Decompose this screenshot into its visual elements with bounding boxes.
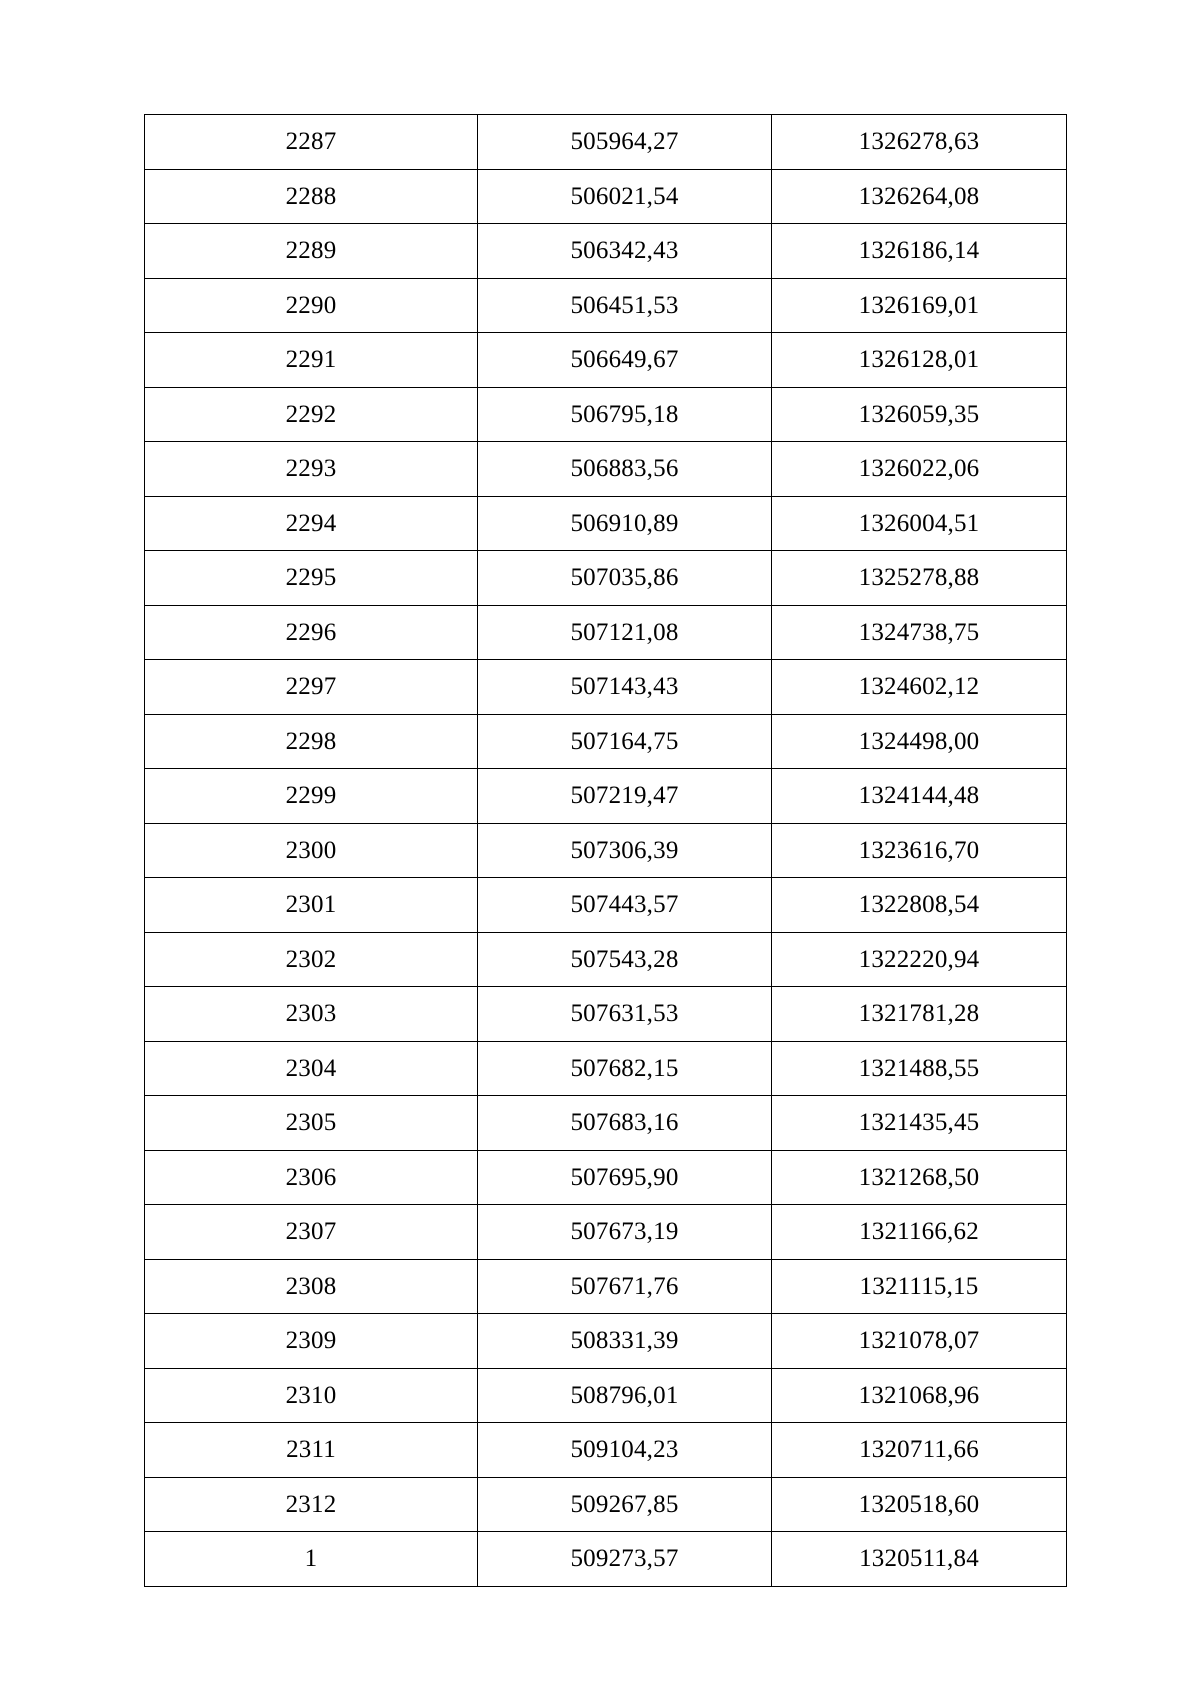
table-row — [145, 932, 1067, 987]
point-number-cell: 2299 — [145, 769, 478, 824]
table-row — [145, 823, 1067, 878]
y-coordinate-cell: 1321166,62 — [772, 1205, 1067, 1260]
x-coordinate-cell: 507219,47 — [478, 769, 772, 824]
x-coordinate-cell: 507671,76 — [478, 1259, 772, 1314]
y-coordinate-cell: 1326059,35 — [772, 387, 1067, 442]
x-coordinate-cell: 506883,56 — [478, 442, 772, 497]
y-coordinate-cell: 1324144,48 — [772, 769, 1067, 824]
table-row — [145, 115, 1067, 170]
x-coordinate-cell: 507306,39 — [478, 823, 772, 878]
table-row — [145, 769, 1067, 824]
y-coordinate-cell: 1326022,06 — [772, 442, 1067, 497]
point-number-cell: 2308 — [145, 1259, 478, 1314]
point-number-cell: 2292 — [145, 387, 478, 442]
x-coordinate-cell: 509267,85 — [478, 1477, 772, 1532]
point-number-cell: 2298 — [145, 714, 478, 769]
x-coordinate-cell: 508331,39 — [478, 1314, 772, 1369]
table-row — [145, 387, 1067, 442]
point-number-cell: 2309 — [145, 1314, 478, 1369]
table-row — [145, 169, 1067, 224]
x-coordinate-cell: 507035,86 — [478, 551, 772, 606]
table-row — [145, 551, 1067, 606]
y-coordinate-cell: 1324498,00 — [772, 714, 1067, 769]
table-row — [145, 605, 1067, 660]
x-coordinate-cell: 505964,27 — [478, 115, 772, 170]
x-coordinate-cell: 507121,08 — [478, 605, 772, 660]
point-number-cell: 2295 — [145, 551, 478, 606]
x-coordinate-cell: 507683,16 — [478, 1096, 772, 1151]
table-row — [145, 1314, 1067, 1369]
point-number-cell: 2306 — [145, 1150, 478, 1205]
point-number-cell: 2300 — [145, 823, 478, 878]
x-coordinate-cell: 509104,23 — [478, 1423, 772, 1478]
point-number-cell: 2310 — [145, 1368, 478, 1423]
table-row — [145, 442, 1067, 497]
point-number-cell: 2307 — [145, 1205, 478, 1260]
y-coordinate-cell: 1326128,01 — [772, 333, 1067, 388]
point-number-cell: 2290 — [145, 278, 478, 333]
table-row — [145, 1423, 1067, 1478]
table-row — [145, 1368, 1067, 1423]
point-number-cell: 2305 — [145, 1096, 478, 1151]
y-coordinate-cell: 1326004,51 — [772, 496, 1067, 551]
table-row — [145, 1477, 1067, 1532]
x-coordinate-cell: 507631,53 — [478, 987, 772, 1042]
y-coordinate-cell: 1321435,45 — [772, 1096, 1067, 1151]
x-coordinate-cell: 507695,90 — [478, 1150, 772, 1205]
point-number-cell: 2293 — [145, 442, 478, 497]
y-coordinate-cell: 1321781,28 — [772, 987, 1067, 1042]
y-coordinate-cell: 1326278,63 — [772, 115, 1067, 170]
y-coordinate-cell: 1320511,84 — [772, 1532, 1067, 1587]
y-coordinate-cell: 1322808,54 — [772, 878, 1067, 933]
point-number-cell: 2294 — [145, 496, 478, 551]
point-number-cell: 2304 — [145, 1041, 478, 1096]
y-coordinate-cell: 1326186,14 — [772, 224, 1067, 279]
y-coordinate-cell: 1326169,01 — [772, 278, 1067, 333]
y-coordinate-cell: 1321078,07 — [772, 1314, 1067, 1369]
table-row — [145, 333, 1067, 388]
point-number-cell: 2288 — [145, 169, 478, 224]
x-coordinate-cell: 506021,54 — [478, 169, 772, 224]
table-row — [145, 714, 1067, 769]
y-coordinate-cell: 1323616,70 — [772, 823, 1067, 878]
y-coordinate-cell: 1321268,50 — [772, 1150, 1067, 1205]
x-coordinate-cell: 507143,43 — [478, 660, 772, 715]
table-row — [145, 987, 1067, 1042]
x-coordinate-cell: 506649,67 — [478, 333, 772, 388]
table-row — [145, 660, 1067, 715]
x-coordinate-cell: 506342,43 — [478, 224, 772, 279]
x-coordinate-cell: 509273,57 — [478, 1532, 772, 1587]
y-coordinate-cell: 1321488,55 — [772, 1041, 1067, 1096]
y-coordinate-cell: 1325278,88 — [772, 551, 1067, 606]
y-coordinate-cell: 1320711,66 — [772, 1423, 1067, 1478]
point-number-cell: 2312 — [145, 1477, 478, 1532]
x-coordinate-cell: 507164,75 — [478, 714, 772, 769]
point-number-cell: 2296 — [145, 605, 478, 660]
table-row — [145, 1150, 1067, 1205]
point-number-cell: 2301 — [145, 878, 478, 933]
coordinates-table — [144, 114, 1067, 1587]
table-row — [145, 1532, 1067, 1587]
y-coordinate-cell: 1326264,08 — [772, 169, 1067, 224]
point-number-cell: 2311 — [145, 1423, 478, 1478]
table-row — [145, 224, 1067, 279]
x-coordinate-cell: 507443,57 — [478, 878, 772, 933]
y-coordinate-cell: 1320518,60 — [772, 1477, 1067, 1532]
x-coordinate-cell: 508796,01 — [478, 1368, 772, 1423]
x-coordinate-cell: 507673,19 — [478, 1205, 772, 1260]
table-row — [145, 1259, 1067, 1314]
table-row — [145, 278, 1067, 333]
y-coordinate-cell: 1324738,75 — [772, 605, 1067, 660]
table-row — [145, 496, 1067, 551]
x-coordinate-cell: 506910,89 — [478, 496, 772, 551]
x-coordinate-cell: 506451,53 — [478, 278, 772, 333]
point-number-cell: 2297 — [145, 660, 478, 715]
point-number-cell: 2289 — [145, 224, 478, 279]
y-coordinate-cell: 1321068,96 — [772, 1368, 1067, 1423]
table-row — [145, 1041, 1067, 1096]
y-coordinate-cell: 1321115,15 — [772, 1259, 1067, 1314]
x-coordinate-cell: 507543,28 — [478, 932, 772, 987]
point-number-cell: 2291 — [145, 333, 478, 388]
table-row — [145, 1205, 1067, 1260]
y-coordinate-cell: 1324602,12 — [772, 660, 1067, 715]
table-row — [145, 1096, 1067, 1151]
y-coordinate-cell: 1322220,94 — [772, 932, 1067, 987]
x-coordinate-cell: 506795,18 — [478, 387, 772, 442]
point-number-cell: 1 — [145, 1532, 478, 1587]
point-number-cell: 2303 — [145, 987, 478, 1042]
coordinates-table-body — [145, 115, 1067, 1587]
x-coordinate-cell: 507682,15 — [478, 1041, 772, 1096]
point-number-cell: 2302 — [145, 932, 478, 987]
point-number-cell: 2287 — [145, 115, 478, 170]
table-row — [145, 878, 1067, 933]
